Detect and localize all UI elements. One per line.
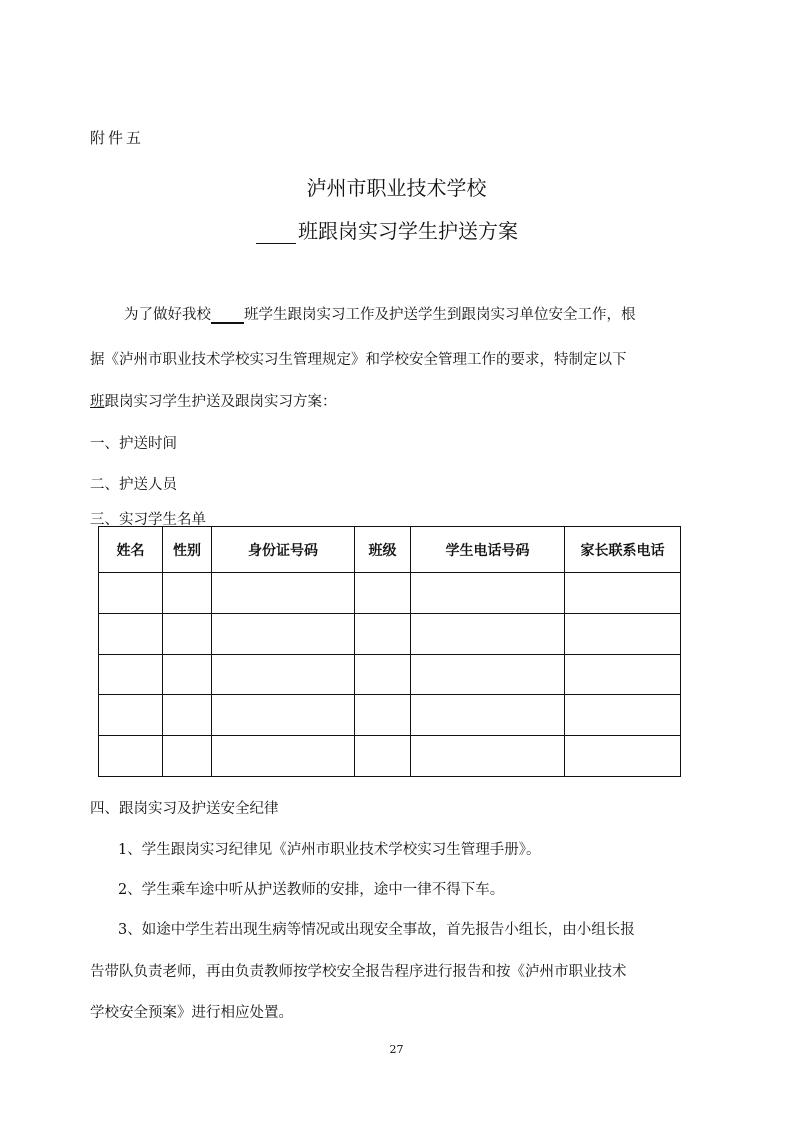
table-cell[interactable] [565, 654, 681, 695]
intro-class-blank[interactable] [211, 308, 244, 324]
table-cell[interactable] [212, 654, 355, 695]
table-cell[interactable] [355, 573, 411, 614]
table-cell[interactable] [212, 736, 355, 777]
table-cell[interactable] [212, 613, 355, 654]
table-cell[interactable] [163, 736, 212, 777]
table-row [99, 654, 681, 695]
section-student-list: 三、实习学生名单 [90, 512, 206, 528]
table-cell[interactable] [565, 613, 681, 654]
table-cell[interactable] [163, 613, 212, 654]
intro-line-3-text: 跟岗实习学生护送及跟岗实习方案： [104, 394, 337, 410]
rule-3-line-3: 学校安全预案》进行相应处置。 [90, 1005, 293, 1021]
table-row [99, 573, 681, 614]
table-cell[interactable] [99, 736, 163, 777]
table-cell[interactable] [99, 695, 163, 736]
document-subtitle [256, 215, 518, 244]
header-parent-phone: 家长联系电话 [565, 527, 681, 573]
table-cell[interactable] [411, 654, 565, 695]
table-row [99, 695, 681, 736]
intro-line-2: 据《泸州市职业技术学校实习生管理规定》和学校安全管理工作的要求，特制定以下 [90, 352, 627, 368]
table-cell[interactable] [565, 695, 681, 736]
table-cell[interactable] [99, 654, 163, 695]
intro-line-1 [124, 303, 636, 324]
table-cell[interactable] [163, 573, 212, 614]
rule-3-line-1: 3、如途中学生若出现生病等情况或出现安全事故，首先报告小组长，由小组长报 [118, 922, 635, 938]
table-cell[interactable] [355, 654, 411, 695]
header-student-phone: 学生电话号码 [411, 527, 565, 573]
subtitle-text: 班跟岗实习学生护送方案 [298, 219, 518, 243]
table-cell[interactable] [355, 736, 411, 777]
section-safety-rules: 四、跟岗实习及护送安全纪律 [90, 801, 279, 817]
table-cell[interactable] [355, 695, 411, 736]
attachment-label: 附件五 [90, 129, 145, 147]
document-title: 泸州市职业技术学校 [306, 176, 487, 200]
header-id-number: 身份证号码 [212, 527, 355, 573]
table-cell[interactable] [212, 695, 355, 736]
table-cell[interactable] [411, 695, 565, 736]
table-cell[interactable] [163, 695, 212, 736]
table-cell[interactable] [99, 573, 163, 614]
rule-3-line-2: 告带队负责老师，再由负责教师按学校安全报告程序进行报告和按《泸州市职业技术 [90, 964, 627, 980]
table-cell[interactable] [565, 736, 681, 777]
page-number: 27 [389, 1043, 404, 1056]
table-row [99, 736, 681, 777]
header-class: 班级 [355, 527, 411, 573]
intro-suffix: 班学生跟岗实习工作及护送学生到跟岗实习单位安全工作，根 [244, 307, 636, 323]
intro-prefix: 为了做好我校 [124, 307, 211, 323]
intro-line-3 [90, 390, 337, 411]
class-name-blank[interactable] [256, 225, 296, 244]
table-cell[interactable] [411, 736, 565, 777]
table-cell[interactable] [355, 613, 411, 654]
table-cell[interactable] [99, 613, 163, 654]
table-cell[interactable] [163, 654, 212, 695]
rule-1: 1、学生跟岗实习纪律见《泸州市职业技术学校实习生管理手册》。 [118, 842, 541, 858]
table-cell[interactable] [411, 573, 565, 614]
table-header-row [99, 527, 681, 573]
intro-class-underlined: 班 [90, 394, 105, 410]
rule-2: 2、学生乘车途中听从护送教师的安排，途中一律不得下车。 [118, 882, 505, 898]
header-name: 姓名 [99, 527, 163, 573]
header-gender: 性别 [163, 527, 212, 573]
table-cell[interactable] [411, 613, 565, 654]
section-escort-staff: 二、护送人员 [90, 477, 177, 493]
section-escort-time: 一、护送时间 [90, 436, 177, 452]
student-roster-table [98, 526, 681, 777]
table-cell[interactable] [212, 573, 355, 614]
table-row [99, 613, 681, 654]
table-cell[interactable] [565, 573, 681, 614]
